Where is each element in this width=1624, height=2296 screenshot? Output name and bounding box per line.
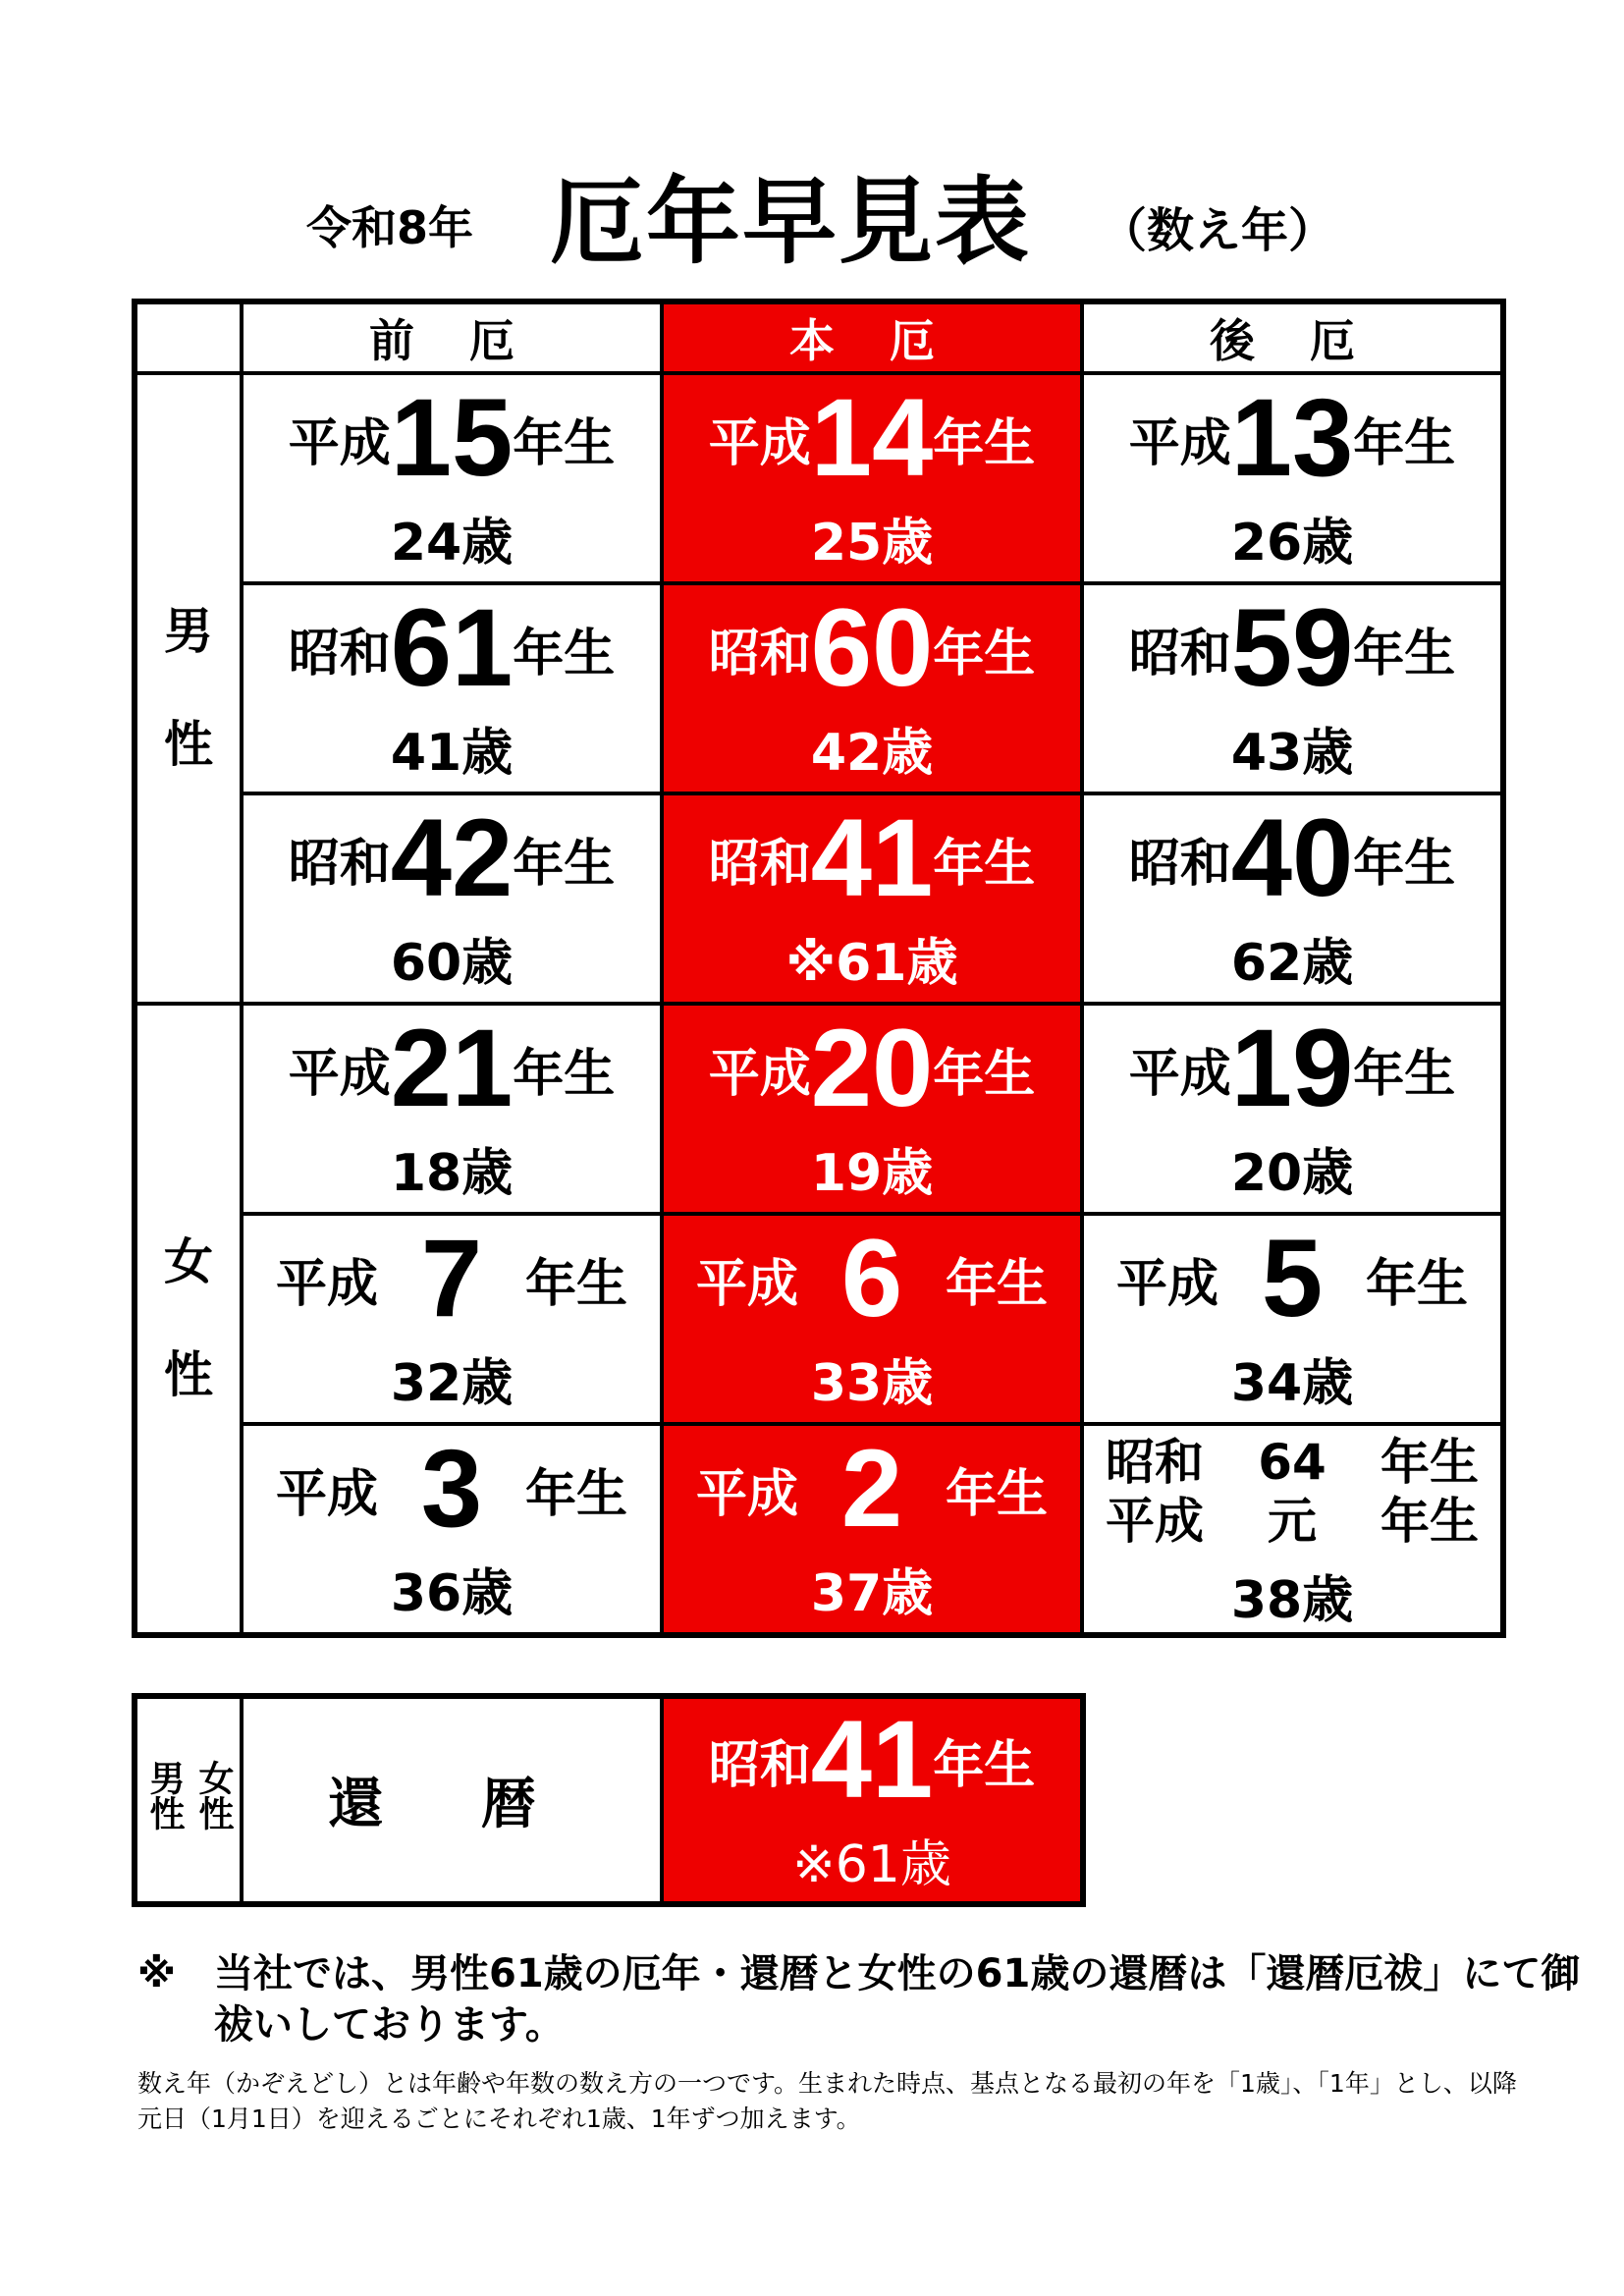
table-row xyxy=(135,1424,1503,1635)
table-row xyxy=(135,1004,1503,1214)
cell-male-ato-3: 昭和 40 年生 62歳 xyxy=(1082,793,1503,1004)
cell-female-ato-3: 昭和 64 年生 平成 元 年生 38歳 xyxy=(1082,1424,1503,1635)
note-text: 当社では、男性61歳の厄年・還暦と女性の61歳の還暦は「還暦厄祓」にて御祓いしております。 xyxy=(214,1951,1581,2048)
note xyxy=(137,1948,1608,2050)
cell-male-hon-2: 昭和 60 年生 42歳 xyxy=(662,583,1082,793)
cell-female-zen-3: 平成 3 年生 36歳 xyxy=(242,1424,662,1635)
cell-male-ato-1: 平成 13 年生 26歳 xyxy=(1082,373,1503,583)
table-row xyxy=(135,1214,1503,1424)
table-row xyxy=(135,373,1503,583)
page-title: 厄年早見表 xyxy=(550,167,1031,277)
header-corner xyxy=(135,301,242,373)
cell-male-hon-1: 平成 14 年生 25歳 xyxy=(662,373,1082,583)
cell-male-zen-3: 昭和 42 年生 60歳 xyxy=(242,793,662,1004)
kanreki-value: 昭和 41 年生 ※61歳 xyxy=(662,1696,1083,1904)
cell-female-hon-3: 平成 2 年生 37歳 xyxy=(662,1424,1082,1635)
table-row xyxy=(135,583,1503,793)
cell-male-zen-1: 平成 15 年生 24歳 xyxy=(242,373,662,583)
cell-female-zen-2: 平成 7 年生 32歳 xyxy=(242,1214,662,1424)
cell-female-hon-1: 平成 20 年生 19歳 xyxy=(662,1004,1082,1214)
kanreki-table xyxy=(132,1693,1086,1907)
kanreki-label: 還 暦 xyxy=(242,1696,662,1904)
cell-male-zen-2: 昭和 61 年生 41歳 xyxy=(242,583,662,793)
footnote: 数え年（かぞえどし）とは年齢や年数の数え方の一つです。生まれた時点、基点となる最初の年を「1歳」、「1年」とし、以降元日（1月1日）を迎えるごとにそれぞれ1歳、1年ずつ加えます。 xyxy=(137,2069,1517,2133)
cell-female-zen-1: 平成 21 年生 18歳 xyxy=(242,1004,662,1214)
note-mark: ※ xyxy=(137,1951,176,1996)
cell-male-ato-2: 昭和 59 年生 43歳 xyxy=(1082,583,1503,793)
male-label: 男 性 xyxy=(135,373,242,1004)
female-label: 女 性 xyxy=(135,1004,242,1635)
title-prefix: 令和8年 xyxy=(306,201,474,254)
cell-female-ato-2: 平成 5 年生 34歳 xyxy=(1082,1214,1503,1424)
showa-heisei-lines: 昭和 64 年生 平成 元 年生 xyxy=(1106,1433,1479,1550)
kanreki-row xyxy=(135,1696,1083,1904)
header-honyaku: 本 厄 xyxy=(662,301,1082,373)
header-row xyxy=(135,301,1503,373)
both-genders-label: 男性 女性 xyxy=(135,1696,242,1904)
title xyxy=(0,147,1624,275)
yakudoshi-table xyxy=(132,299,1506,1638)
table-row xyxy=(135,793,1503,1004)
cell-male-hon-3: 昭和 41 年生 ※61歳 xyxy=(662,793,1082,1004)
header-zenyaku: 前 厄 xyxy=(242,301,662,373)
cell-female-ato-1: 平成 19 年生 20歳 xyxy=(1082,1004,1503,1214)
cell-female-hon-2: 平成 6 年生 33歳 xyxy=(662,1214,1082,1424)
header-atoyaku: 後 厄 xyxy=(1082,301,1503,373)
title-suffix: （数え年） xyxy=(1100,203,1336,258)
